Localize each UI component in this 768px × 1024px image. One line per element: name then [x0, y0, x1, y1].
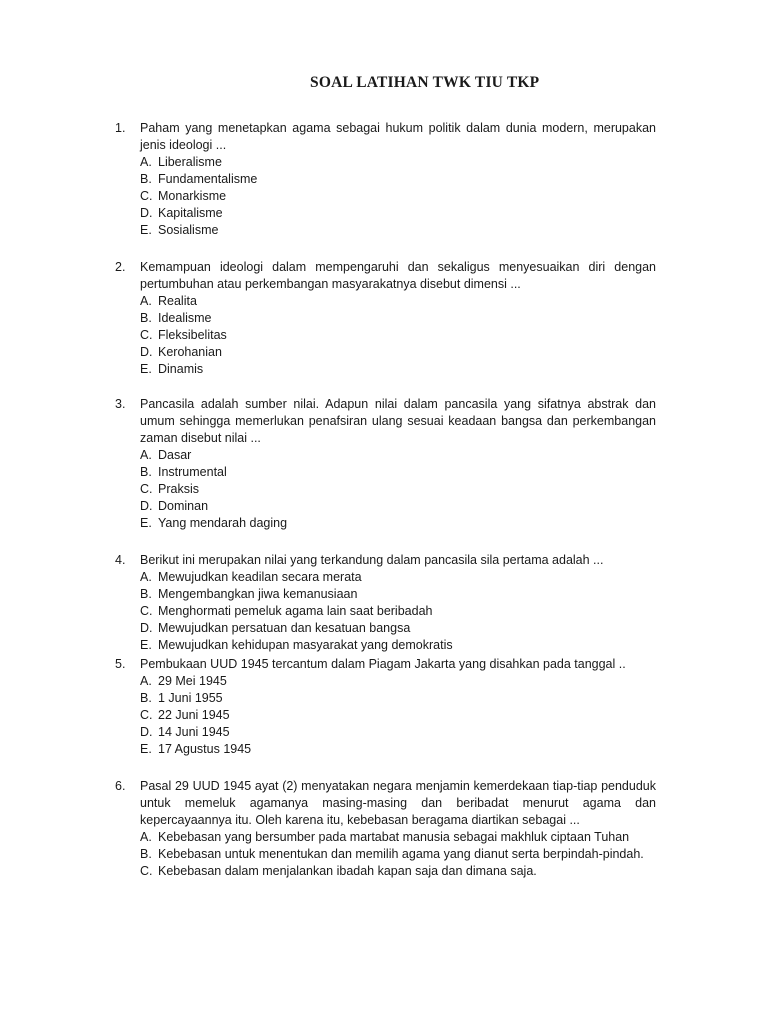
option-text: Fundamentalisme	[158, 172, 258, 186]
option-text: Mengembangkan jiwa kemanusiaan	[158, 587, 358, 601]
option-letter: D.	[140, 206, 153, 220]
option-text: Menghormati pemeluk agama lain saat beribadah	[158, 604, 433, 618]
option-text: Monarkisme	[158, 189, 227, 203]
option-letter: D.	[140, 621, 153, 635]
option-b	[140, 846, 656, 863]
option-text: Yang mendarah daging	[158, 516, 288, 530]
option-letter: D.	[140, 499, 153, 513]
option-text: Sosialisme	[158, 223, 219, 237]
option-text: 22 Juni 1945	[158, 708, 230, 722]
option-a	[140, 293, 656, 310]
option-letter: A.	[140, 294, 152, 308]
question-number: 6.	[115, 779, 126, 793]
option-a	[140, 569, 656, 586]
option-letter: B.	[140, 172, 152, 186]
question-number: 1.	[115, 121, 126, 135]
option-letter: B.	[140, 587, 152, 601]
question-4	[115, 552, 656, 654]
option-text: Praksis	[158, 482, 199, 496]
option-c	[140, 863, 656, 880]
question-text: Berikut ini merupakan nilai yang terkandung dalam pancasila sila pertama adalah ...	[140, 553, 604, 567]
question-5	[115, 656, 656, 758]
question-text: Pasal 29 UUD 1945 ayat (2) menyatakan negara menjamin kemerdekaan tiap-tiap penduduk untuk memeluk agamanya masing-masing dan beribadat menurut agama dan kepercayaannya itu. Oleh karena itu, kebebasan beragama diartikan sebagai ...	[140, 779, 656, 827]
option-d	[140, 205, 656, 222]
option-text: 29 Mei 1945	[158, 674, 227, 688]
question-text: Pembukaan UUD 1945 tercantum dalam Piagam Jakarta yang disahkan pada tanggal ..	[140, 657, 626, 671]
option-letter: A.	[140, 570, 152, 584]
option-b	[140, 464, 656, 481]
option-letter: B.	[140, 311, 152, 325]
option-letter: B.	[140, 465, 152, 479]
option-a	[140, 829, 656, 846]
question-1	[115, 120, 656, 239]
option-a	[140, 447, 656, 464]
option-letter: C.	[140, 708, 153, 722]
option-c	[140, 481, 656, 498]
option-text: Dominan	[158, 499, 209, 513]
option-text: Mewujudkan kehidupan masyarakat yang demokratis	[158, 638, 453, 652]
question-6	[115, 778, 656, 880]
option-text: Instrumental	[158, 465, 227, 479]
question-text: Paham yang menetapkan agama sebagai hukum politik dalam dunia modern, merupakan jenis ideologi ...	[140, 121, 656, 152]
option-e	[140, 361, 656, 378]
option-list	[140, 569, 656, 654]
option-text: Fleksibelitas	[158, 328, 227, 342]
option-letter: E.	[140, 223, 152, 237]
option-text: Idealisme	[158, 311, 212, 325]
option-letter: E.	[140, 362, 152, 376]
option-text: Kebebasan untuk menentukan dan memilih agama yang dianut serta berpindah-pindah.	[158, 847, 644, 861]
option-text: Dasar	[158, 448, 192, 462]
option-letter: E.	[140, 638, 152, 652]
option-list	[140, 447, 656, 532]
option-letter: C.	[140, 189, 153, 203]
option-a	[140, 673, 656, 690]
option-list	[140, 673, 656, 758]
option-e	[140, 741, 656, 758]
option-b	[140, 310, 656, 327]
option-b	[140, 171, 656, 188]
option-letter: E.	[140, 742, 152, 756]
option-list	[140, 154, 656, 239]
option-text: Kebebasan dalam menjalankan ibadah kapan saja dan dimana saja.	[158, 864, 537, 878]
option-e	[140, 637, 656, 654]
option-letter: A.	[140, 448, 152, 462]
option-text: 14 Juni 1945	[158, 725, 230, 739]
option-text: Realita	[158, 294, 197, 308]
option-d	[140, 344, 656, 361]
option-c	[140, 603, 656, 620]
option-letter: B.	[140, 691, 152, 705]
option-d	[140, 724, 656, 741]
option-letter: C.	[140, 864, 153, 878]
question-number: 4.	[115, 553, 126, 567]
option-list	[140, 293, 656, 378]
option-a	[140, 154, 656, 171]
option-text: 1 Juni 1955	[158, 691, 223, 705]
option-letter: E.	[140, 516, 152, 530]
option-letter: A.	[140, 830, 152, 844]
question-3	[115, 396, 656, 532]
option-letter: C.	[140, 604, 153, 618]
option-text: Liberalisme	[158, 155, 222, 169]
question-number: 3.	[115, 397, 126, 411]
option-c	[140, 707, 656, 724]
question-number: 5.	[115, 657, 126, 671]
question-number: 2.	[115, 260, 126, 274]
option-text: Mewujudkan persatuan dan kesatuan bangsa	[158, 621, 411, 635]
option-letter: C.	[140, 328, 153, 342]
option-letter: D.	[140, 725, 153, 739]
question-text: Kemampuan ideologi dalam mempengaruhi dan sekaligus menyesuaikan diri dengan pertumbuhan atau perkembangan masyarakatnya disebut dimensi ...	[140, 260, 656, 291]
option-text: Mewujudkan keadilan secara merata	[158, 570, 362, 584]
page-title: SOAL LATIHAN TWK TIU TKP	[310, 74, 540, 91]
option-letter: A.	[140, 674, 152, 688]
option-b	[140, 690, 656, 707]
question-2	[115, 259, 656, 378]
option-text: 17 Agustus 1945	[158, 742, 252, 756]
question-text: Pancasila adalah sumber nilai. Adapun nilai dalam pancasila yang sifatnya abstrak dan umum sehingga memerlukan penafsiran ulang sesuai keadaan bangsa dan perkembangan zaman disebut nilai ...	[140, 397, 656, 445]
option-text: Kebebasan yang bersumber pada martabat manusia sebagai makhluk ciptaan Tuhan	[158, 830, 630, 844]
option-b	[140, 586, 656, 603]
option-letter: D.	[140, 345, 153, 359]
option-text: Kapitalisme	[158, 206, 223, 220]
option-text: Kerohanian	[158, 345, 222, 359]
option-d	[140, 620, 656, 637]
option-e	[140, 222, 656, 239]
option-letter: A.	[140, 155, 152, 169]
option-c	[140, 327, 656, 344]
option-c	[140, 188, 656, 205]
option-e	[140, 515, 656, 532]
option-d	[140, 498, 656, 515]
option-list	[140, 829, 656, 880]
option-letter: C.	[140, 482, 153, 496]
option-letter: B.	[140, 847, 152, 861]
option-text: Dinamis	[158, 362, 204, 376]
